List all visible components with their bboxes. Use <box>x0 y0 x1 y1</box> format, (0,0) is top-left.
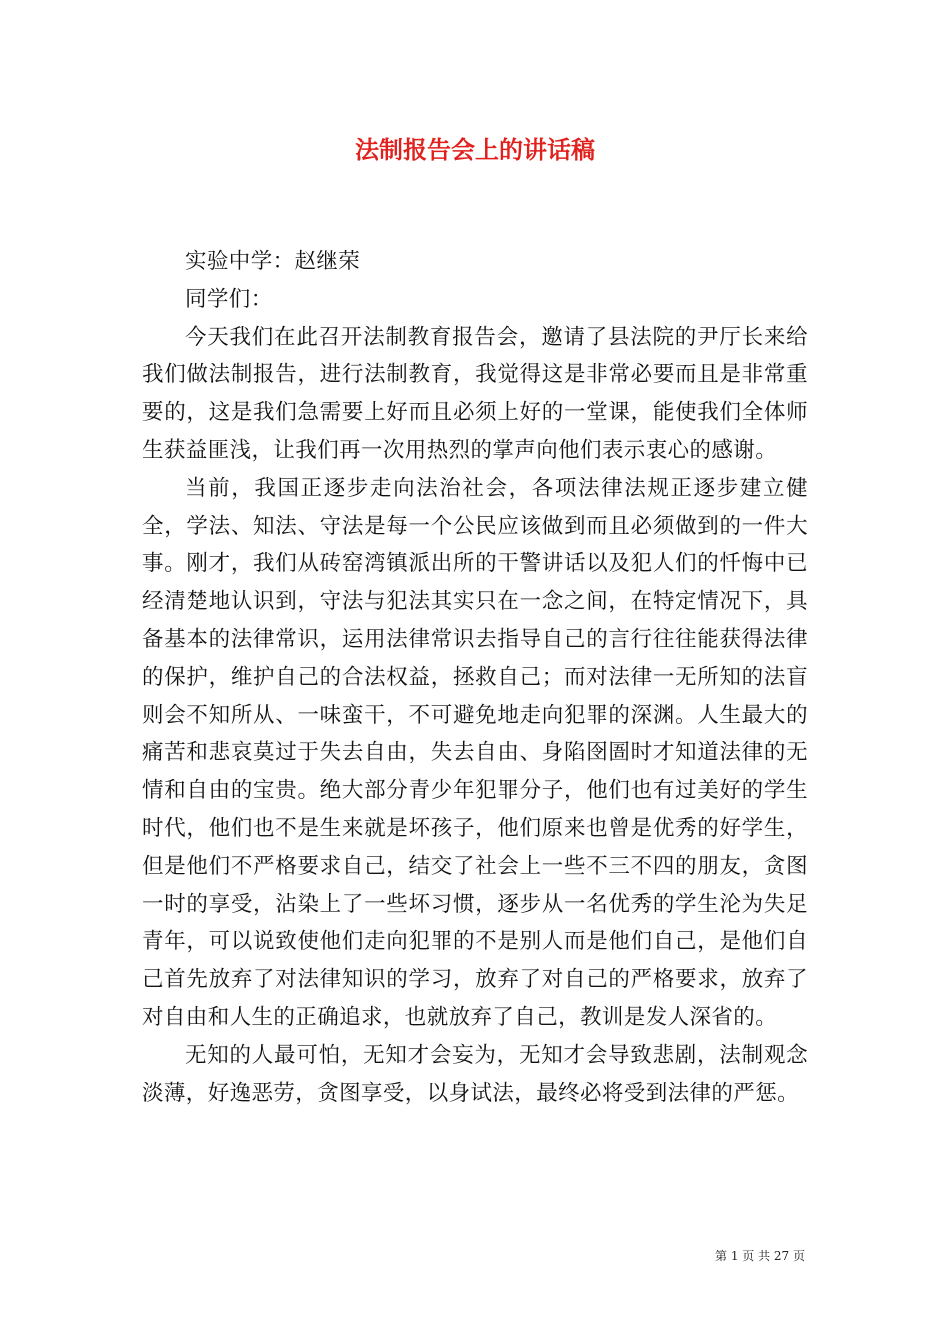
salutation: 同学们： <box>185 286 273 312</box>
paragraph: 无知的人最可怕，无知才会妄为，无知才会导致悲剧，法制观念淡薄，好逸恶劳，贪图享受，以身试法，最终必将受到法律的严惩。 <box>142 1042 808 1106</box>
author-line: 实验中学：赵继荣 <box>185 249 361 274</box>
paragraph: 今天我们在此召开法制教育报告会，邀请了县法院的尹厅长来给我们做法制报告，进行法制教育，我觉得这是非常必要而且是非常重要的，这是我们急需要上好而且必须上好的一堂课，能使我们全体师生获益匪浅，让我们再一次用热烈的掌声向他们表示衷心的感谢。 <box>142 324 808 463</box>
document-body <box>142 243 808 1112</box>
paragraph: 当前，我国正逐步走向法治社会，各项法律法规正逐步建立健全，学法、知法、守法是每一个公民应该做到而且必须做到的一件大事。刚才，我们从砖窑湾镇派出所的干警讲话以及犯人们的忏悔中已经清楚地认识到，守法与犯法其实只在一念之间，在特定情况下，具备基本的法律常识，运用法律常识去指导自己的言行往往能获得法律的保护，维护自己的合法权益，拯救自己；而对法律一无所知的法盲则会不知所从、一味蛮干，不可避免地走向犯罪的深渊。人生最大的痛苦和悲哀莫过于失去自由，失去自由、身陷囹圄时才知道法律的无情和自由的宝贵。绝大部分青少年犯罪分子，他们也有过美好的学生时代，他们也不是生来就是坏孩子，他们原来也曾是优秀的好学生，但是他们不严格要求自己，结交了社会上一些不三不四的朋友，贪图一时的享受，沾染上了一些坏习惯，逐步从一名优秀的学生沦为失足青年，可以说致使他们走向犯罪的不是别人而是他们自己，是他们自己首先放弃了对法律知识的学习，放弃了对自己的严格要求，放弃了对自由和人生的正确追求，也就放弃了自己，教训是发人深省的。 <box>142 475 808 1030</box>
page-number: 第 1 页 共 27 页 <box>715 1249 805 1263</box>
document-title: 法制报告会上的讲话稿 <box>355 135 595 164</box>
